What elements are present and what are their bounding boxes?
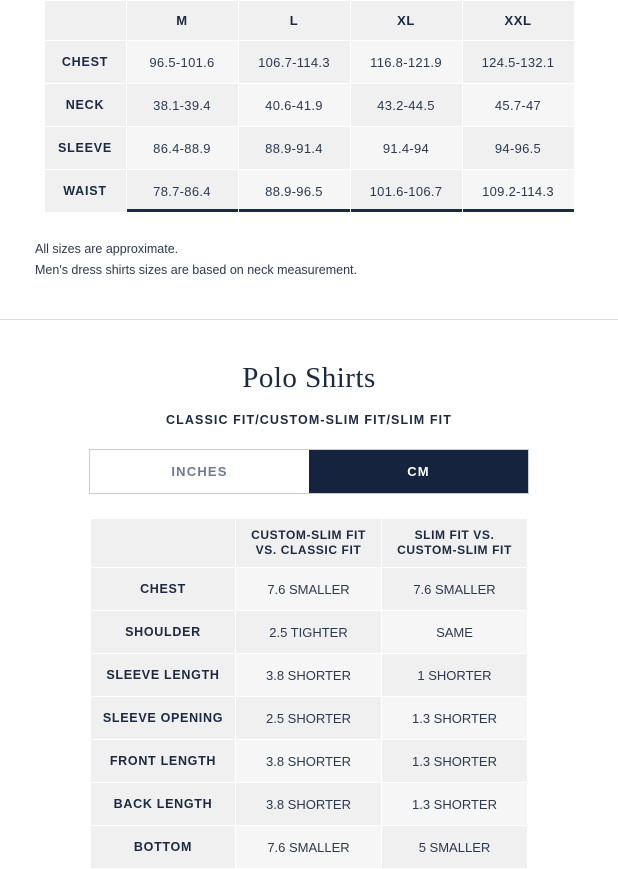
column-header-l: L xyxy=(238,1,350,41)
row-header-waist: WAIST xyxy=(44,170,126,213)
table-row xyxy=(91,826,528,869)
size-notes xyxy=(35,239,618,281)
note-line-1: All sizes are approximate. xyxy=(35,242,179,256)
cell-shoulder-slim: SAME xyxy=(382,611,528,654)
cell-sleeve-l: 88.9-91.4 xyxy=(238,127,350,170)
cell-chest-xl: 116.8-121.9 xyxy=(350,41,462,84)
cell-neck-l: 40.6-41.9 xyxy=(238,84,350,127)
table-row xyxy=(91,568,528,611)
cell-waist-l: 88.9-96.5 xyxy=(238,170,350,213)
column-header-xl: XL xyxy=(350,1,462,41)
row-header-chest: CHEST xyxy=(91,568,236,611)
row-header-sleeve: SLEEVE xyxy=(44,127,126,170)
note-line-2: Men's dress shirts sizes are based on neck measurement. xyxy=(35,263,357,277)
table-row xyxy=(91,654,528,697)
cell-bottom-slim: 5 SMALLER xyxy=(382,826,528,869)
fit-comparison-table xyxy=(90,518,528,869)
table-row xyxy=(91,740,528,783)
column-header-xxl: XXL xyxy=(462,1,574,41)
cell-bottom-custom-slim: 7.6 SMALLER xyxy=(236,826,382,869)
page-title: Polo Shirts xyxy=(242,362,376,394)
row-header-shoulder: SHOULDER xyxy=(91,611,236,654)
table-header-row xyxy=(91,519,528,568)
cell-front-length-slim: 1.3 SHORTER xyxy=(382,740,528,783)
size-chart-section xyxy=(0,0,618,281)
row-header-chest: CHEST xyxy=(44,41,126,84)
mens-dress-shirt-size-table xyxy=(44,0,575,213)
cell-sleeve-length-custom-slim: 3.8 SHORTER xyxy=(236,654,382,697)
table-header-row xyxy=(44,1,574,41)
table-row xyxy=(44,127,574,170)
cell-neck-xl: 43.2-44.5 xyxy=(350,84,462,127)
table-row xyxy=(91,697,528,740)
cell-sleeve-m: 86.4-88.9 xyxy=(126,127,238,170)
polo-shirts-section xyxy=(0,362,618,869)
table-corner-cell xyxy=(44,1,126,41)
cell-neck-xxl: 45.7-47 xyxy=(462,84,574,127)
column-header-slim-vs-custom-slim: SLIM FIT VS. CUSTOM-SLIM FIT xyxy=(382,519,528,568)
section-divider xyxy=(0,319,618,320)
table-row xyxy=(44,41,574,84)
table-row xyxy=(91,611,528,654)
table-row xyxy=(44,84,574,127)
cell-sleeve-length-slim: 1 SHORTER xyxy=(382,654,528,697)
row-header-front-length: FRONT LENGTH xyxy=(91,740,236,783)
cell-waist-xxl: 109.2-114.3 xyxy=(462,170,574,213)
row-header-neck: NECK xyxy=(44,84,126,127)
cell-shoulder-custom-slim: 2.5 TIGHTER xyxy=(236,611,382,654)
cell-chest-custom-slim: 7.6 SMALLER xyxy=(236,568,382,611)
cell-chest-xxl: 124.5-132.1 xyxy=(462,41,574,84)
cell-back-length-custom-slim: 3.8 SHORTER xyxy=(236,783,382,826)
row-header-sleeve-opening: SLEEVE OPENING xyxy=(91,697,236,740)
cell-chest-slim: 7.6 SMALLER xyxy=(382,568,528,611)
cell-back-length-slim: 1.3 SHORTER xyxy=(382,783,528,826)
row-header-bottom: BOTTOM xyxy=(91,826,236,869)
cell-sleeve-opening-slim: 1.3 SHORTER xyxy=(382,697,528,740)
cell-chest-m: 96.5-101.6 xyxy=(126,41,238,84)
unit-toggle[interactable] xyxy=(89,449,529,494)
cell-waist-xl: 101.6-106.7 xyxy=(350,170,462,213)
cell-neck-m: 38.1-39.4 xyxy=(126,84,238,127)
column-header-custom-slim-vs-classic: CUSTOM-SLIM FIT VS. CLASSIC FIT xyxy=(236,519,382,568)
column-header-m: M xyxy=(126,1,238,41)
tab-cm[interactable]: CM xyxy=(309,450,528,493)
cell-sleeve-xxl: 94-96.5 xyxy=(462,127,574,170)
tab-inches[interactable]: INCHES xyxy=(90,450,309,493)
cell-chest-l: 106.7-114.3 xyxy=(238,41,350,84)
table-row xyxy=(91,783,528,826)
row-header-sleeve-length: SLEEVE LENGTH xyxy=(91,654,236,697)
table-corner-cell xyxy=(91,519,236,568)
page-subtitle: CLASSIC FIT/CUSTOM-SLIM FIT/SLIM FIT xyxy=(166,413,452,427)
cell-waist-m: 78.7-86.4 xyxy=(126,170,238,213)
cell-sleeve-xl: 91.4-94 xyxy=(350,127,462,170)
cell-front-length-custom-slim: 3.8 SHORTER xyxy=(236,740,382,783)
row-header-back-length: BACK LENGTH xyxy=(91,783,236,826)
table-row xyxy=(44,170,574,213)
cell-sleeve-opening-custom-slim: 2.5 SHORTER xyxy=(236,697,382,740)
